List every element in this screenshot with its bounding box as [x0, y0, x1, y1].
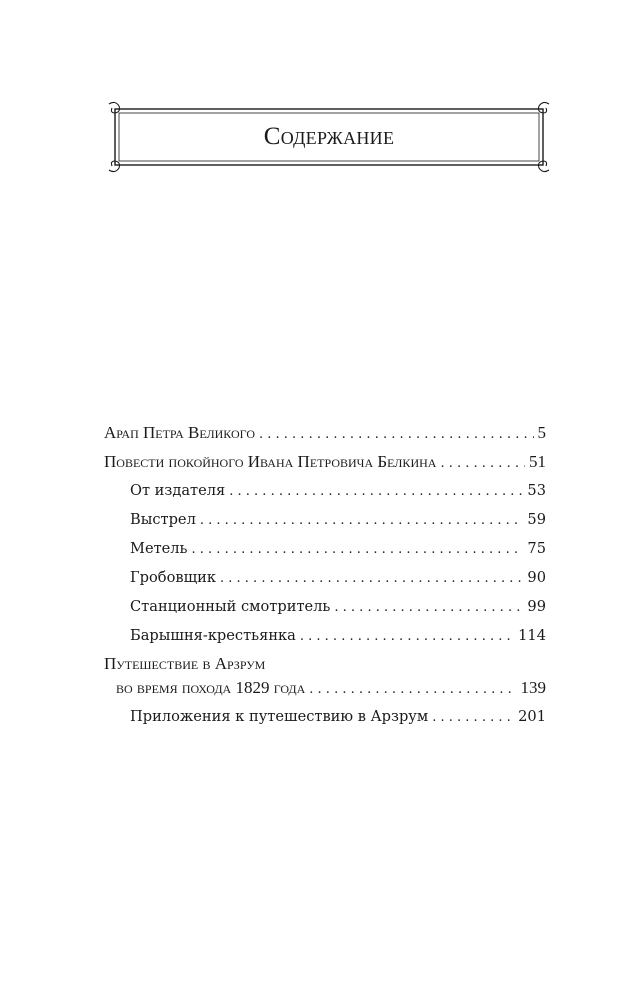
toc-entry-page: 99: [527, 598, 546, 615]
toc-entry-label: Повести покойного Ивана Петровича Белкина: [104, 452, 437, 471]
toc-entry-page: 201: [518, 708, 546, 725]
toc-entry-label: Барышня-крестьянка: [130, 627, 296, 644]
toc-subentry[interactable]: [104, 563, 546, 592]
toc-entry-label-continued: во время похода 1829 года: [116, 678, 306, 697]
toc-subentry[interactable]: [104, 702, 546, 731]
toc-entry-label: Станционный смотритель: [130, 598, 331, 615]
toc-entry-page: 90: [527, 569, 546, 586]
leader-dots: [309, 675, 516, 704]
toc-entry-label: Арап Петра Великого: [104, 423, 255, 442]
toc-entry-label: Метель: [130, 540, 188, 557]
toc-entry-page: 53: [527, 482, 546, 499]
toc-subentry[interactable]: [104, 505, 546, 534]
toc-entry-label: Гробовщик: [130, 569, 216, 586]
leader-dots: [229, 477, 523, 506]
leader-dots: [259, 420, 534, 449]
table-of-contents: [104, 418, 546, 731]
leader-dots: [432, 703, 514, 732]
toc-subentry[interactable]: [104, 476, 546, 505]
page-title: Содержание: [263, 123, 395, 150]
toc-subentry[interactable]: [104, 534, 546, 563]
toc-entry-page: 139: [520, 678, 546, 697]
toc-entry-label: Приложения к путешествию в Арзрум: [130, 708, 429, 725]
toc-entry-multiline[interactable]: [104, 655, 546, 702]
toc-entry-label: От издателя: [130, 482, 226, 499]
leader-dots: [334, 593, 523, 622]
toc-subentry[interactable]: [104, 592, 546, 621]
toc-entry-page: 5: [537, 423, 546, 442]
title-frame: [103, 100, 555, 174]
toc-entry-page: 59: [527, 511, 546, 528]
leader-dots: [440, 449, 525, 478]
leader-dots: [300, 622, 514, 651]
toc-entry-continuation: [104, 673, 546, 702]
leader-dots: [192, 535, 524, 564]
toc-entry-page: 75: [527, 540, 546, 557]
toc-subentry[interactable]: [104, 621, 546, 650]
toc-entry-label: Выстрел: [130, 511, 196, 528]
toc-entry-page: 114: [518, 627, 546, 644]
leader-dots: [200, 506, 524, 535]
leader-dots: [220, 564, 523, 593]
toc-entry-label: Путешествие в Арзрум: [104, 654, 266, 673]
toc-entry[interactable]: [104, 447, 546, 476]
toc-entry-page: 51: [529, 452, 546, 471]
toc-entry[interactable]: [104, 418, 546, 447]
